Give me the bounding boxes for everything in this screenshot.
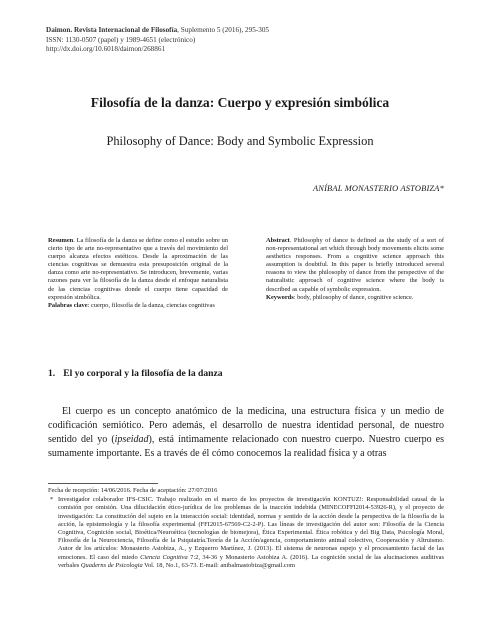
- abstract-text: . Philosophy of dance is defined as the study of a sort of non-representational art which through body movements elicits some aesthetics responses. From a cognitive science approach this assumption is doubtful. In this paper is briefly introduced several reasons to view the philosophy of dance from the perspective of the naturalistic approach of cognitive science where the body is described as capable of symbolic expression.: [266, 237, 444, 293]
- resumen-paragraph: Resumen. La filosofía de la danza se define como el estudio sobre un cierto tipo de arte no-representativo que a través del movimiento del cuerpo alcanza efectos estéticos. Desde la aproximación de las ciencias cognitivas se demuestra esta presuposición original de la danza como arte no-representativo. Se introducen, brevemente, varias razones para ver la filosofía de la danza desde el enfoque naturalista de las ciencias cognitivas donde el cuerpo tiene capacidad de expresión simbólica.: [48, 237, 229, 301]
- body-text-b: ), está íntimamente relacionado con nuestro cuerpo. Nuestro cuerpo es sumamente importante. Es a través de él cómo conocemos la realidad física y a otras: [48, 434, 444, 459]
- palabras-clave-label: Palabras clave: [48, 301, 88, 309]
- keywords-label: Keywords: [266, 293, 294, 301]
- footnote-divider: [48, 483, 158, 484]
- section-title: El yo corporal y la filosofía de la danza: [63, 368, 223, 379]
- keywords: [266, 294, 444, 302]
- footnote-text-b: 7:2, 34-36 y Monasterio Astobiza A. (2016). La cognición social de las alucinaciones auditivas verbales: [58, 553, 444, 569]
- footnotes: [48, 487, 444, 570]
- journal-issue: , Suplemento 5 (2016), 295-305: [177, 26, 270, 34]
- palabras-clave-text: : cuerpo, filosofía de la danza, ciencias cognitivas: [87, 301, 215, 309]
- footnote-dates: Fecha de recepción: 14/06/2016. Fecha de aceptación: 27/07/2016: [48, 487, 218, 494]
- keywords-text: : body, philosophy of dance, cognitive science.: [293, 293, 414, 301]
- section-number: 1.: [48, 368, 56, 379]
- footnote-marker: *: [50, 496, 54, 504]
- footnote-author: [48, 496, 444, 570]
- body-text-a: El cuerpo es un concepto anatómico de la medicina, una estructura física y un medio de codificación semiótico. Pero además, el desarrollo de nuestra identidad personal, de nuestro sentido del yo (: [48, 406, 444, 445]
- footnote-text-c: Vol. 18, No.1, 63-73. E-mail: anibalmastobiza@gmail.com: [142, 561, 295, 569]
- footnote-journal-2: Quaderns de Psicologia: [80, 561, 143, 569]
- journal-title: Daimon. Revista Internacional de Filosofía: [46, 26, 178, 34]
- footnote-text-a: Investigador colaborador IFS-CSIC. Trabajo realizado en el marco de los proyectos de investigación KONTUZ!: Responsabilidad causal de la comisión por omisión. Una dilucidación ético-jurídica de los problemas de la inacción indebida (MINECOFFI2014-53926-R), y el proyecto de investigación: La constitución del sujeto en la interacción social: identidad, normas y sentido de la acción desde la perspectiva de la filosofía de la acción, la epistemología y la filosofía experimental (FFI2015-67569-C2-2-P). Las líneas de investigación del autor son: Filosofía de la Ciencia Cognitiva, Cognición social, Bioética/Neuroética (tecnologías de biomejora), Ética Experimental. Ética robótica y del Big Data, Psicología Moral, Filosofía de la Neurociencia, Filosofía de la Psiquiatría.Teoría de la Acción/agencia, comportamiento animal colectivo, Cooperación y Altruismo. Autor de los artículos: Monasterio Astobiza, A., y Ezquerro Martínez, J. (2013). El sistema de neuronas espejo y el procesamiento facial de las emociones. El caso del miedo: [58, 496, 444, 561]
- abstract-block: [266, 237, 444, 302]
- palabras-clave: [48, 302, 228, 310]
- resumen-label: Resumen: [48, 237, 74, 244]
- footnote-journal-1: Ciencia Cognitiva: [140, 553, 188, 561]
- body-paragraph: [48, 405, 444, 461]
- abstract-paragraph: [266, 237, 444, 294]
- journal-issn: ISSN: 1130-0507 (papel) y 1989-4651 (electrónico): [46, 35, 196, 44]
- journal-citation: [46, 26, 446, 36]
- body-emphasis: ipseidad: [114, 434, 149, 445]
- resumen-block: [48, 237, 228, 310]
- title-spanish: Filosofía de la danza: Cuerpo y expresión simbólica: [90, 95, 390, 110]
- abstract-label: Abstract: [266, 237, 290, 244]
- section-heading: [48, 368, 223, 379]
- resumen-text: La filosofía de la danza se define como el estudio sobre un cierto tipo de arte no-representativo que a través del movimiento del cuerpo alcanza efectos estéticos. Desde la aproximación de las ciencias cognitivas se demuestra esta presuposición original de la danza como arte no-representativo. Se introducen, brevemente, varias razones para ver la filosofía de la danza desde el enfoque naturalista de las ciencias cognitivas donde el cuerpo tiene capacidad de expresión simbólica.: [48, 237, 229, 301]
- journal-doi[interactable]: http://dx.doi.org/10.6018/daimon/268861: [46, 45, 166, 54]
- author-name: ANÍBAL MONASTERIO ASTOBIZA*: [312, 184, 444, 193]
- title-english: Philosophy of Dance: Body and Symbolic Expression: [106, 134, 374, 148]
- journal-header: [46, 26, 446, 55]
